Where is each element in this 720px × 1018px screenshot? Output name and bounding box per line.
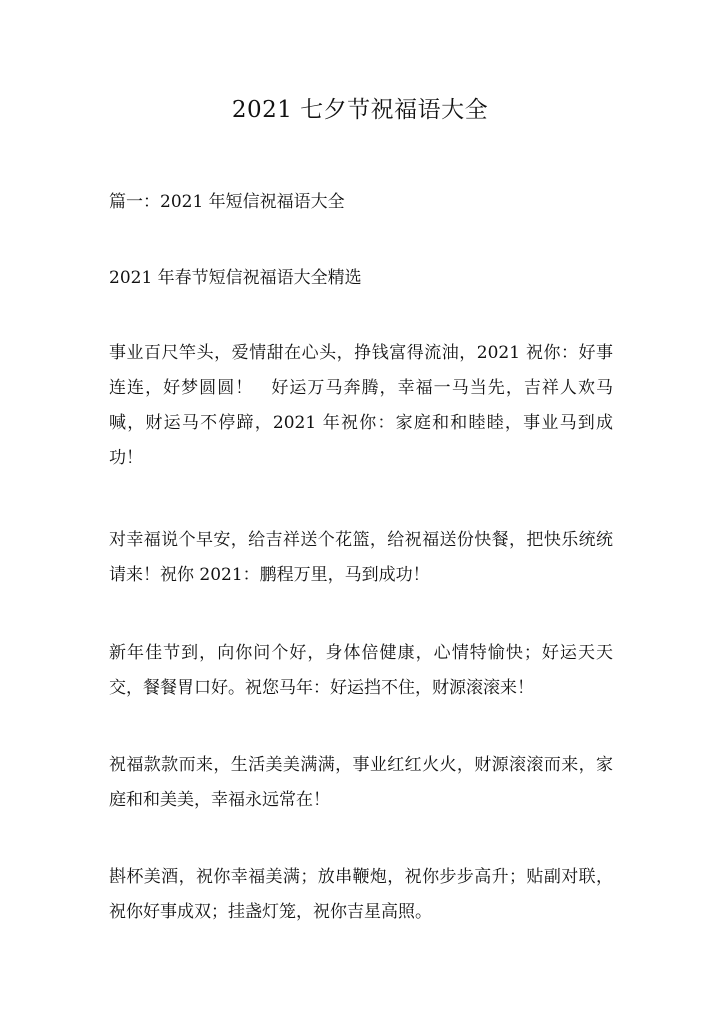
document-title: 2021 七夕节祝福语大全 (231, 97, 489, 123)
paragraph-5: 斟杯美酒，祝你幸福美满；放串鞭炮，祝你步步高升；贴副对联，祝你好事成双；挂盏灯笼，祝你吉星高照。 (109, 867, 613, 922)
subheading: 2021 年春节短信祝福语大全精选 (109, 268, 362, 288)
paragraph-1: 事业百尺竿头，爱情甜在心头，挣钱富得流油，2021 祝你：好事连连，好梦圆圆！ 好运万马奔腾，幸福一马当先，吉祥人欢马喊，财运马不停蹄，2021 年祝你：家庭和和睦睦，事业马到成功！ (109, 343, 613, 468)
section-heading: 篇一：2021 年短信祝福语大全 (109, 192, 345, 212)
paragraph-3: 新年佳节到，向你问个好，身体倍健康，心情特愉快；好运天天交，餐餐胃口好。祝您马年：好运挡不住，财源滚滚来！ (109, 643, 613, 698)
paragraph-4: 祝福款款而来，生活美美满满，事业红红火火，财源滚滚而来，家庭和和美美，幸福永远常在！ (109, 755, 613, 810)
paragraph-2: 对幸福说个早安，给吉祥送个花篮，给祝福送份快餐，把快乐统统请来！祝你 2021：鹏程万里，马到成功！ (109, 530, 613, 585)
